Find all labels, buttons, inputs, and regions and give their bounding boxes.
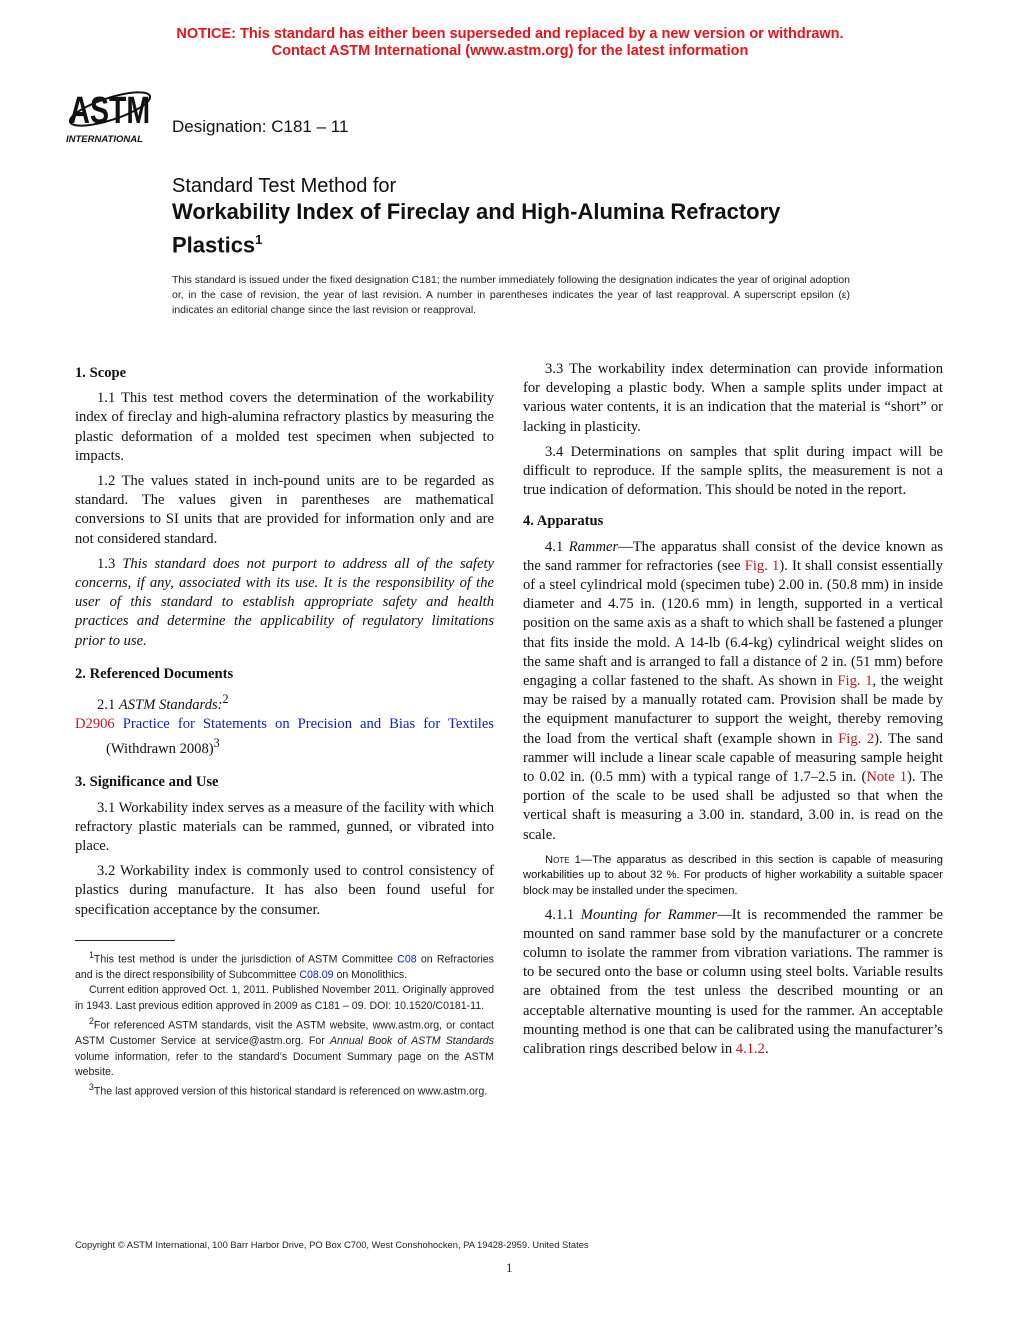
paragraph-text: ). The sand rammer will include a linear scale capable of measuring sample height to 0.02 in. (0.5 mm) with a typical range of 1.7–2.5 in. (: [523, 730, 943, 786]
footnote-mark: 2: [89, 1016, 94, 1027]
document-title: [172, 174, 872, 259]
paragraph-3-1: 3.1 Workability index serves as a measure of the facility with which refractory plastic materials can be rammed, gunned, or vibrated into place.: [75, 799, 494, 854]
footnote-text: For referenced ASTM standards, visit the ASTM website, www.astm.org, or contact ASTM Customer Service at service@astm.org. For: [75, 1019, 494, 1048]
footnote-text: This test method is under the jurisdiction of ASTM Committee: [93, 953, 398, 966]
reference-status: (Withdrawn 2008): [106, 741, 214, 758]
left-column: [75, 360, 494, 926]
section-heading-referenced-documents: 2. Referenced Documents: [75, 665, 234, 682]
paragraph-3-4: 3.4 Determinations on samples that split during impact will be difficult to reproduce. If the sample splits, the measurement is not a true indication of deformation. This should be noted in the report.: [523, 443, 943, 499]
paragraph-4-1-1: [523, 906, 943, 1060]
notice-line-1: NOTICE: This standard has either been superseded and replaced by a new version or withdrawn.: [176, 26, 844, 42]
paragraph-text: , the weight may be raised by a manually rotated cam. Provision shall be made by the equipment manufacturer to support the weight, thereby removing the load from the vertical shaft (example shown in: [523, 673, 944, 747]
footnote-mark: 1: [89, 950, 94, 960]
paragraph-number: 4.1: [545, 538, 569, 555]
safety-statement: This standard does not purport to address all of the safety concerns, if any, associated with its use. It is the responsibility of the user of this standard to establish appropriate safety and health practices and determine the applicability of regulatory limitations prior to use.: [75, 555, 494, 649]
paragraph-1-2: 1.2 The values stated in inch-pound units are to be regarded as standard. The values given in parentheses are mathematical conversions to SI units that are provided for information only and are not considered standard.: [75, 473, 494, 547]
edition-note: Current edition approved Oct. 1, 2011. Published November 2011. Originally approved in 1943. Last previous edition approved in 2009 as C181 – 09. DOI: 10.1520/C0181-11.: [75, 984, 494, 1012]
paragraph-1-3: [75, 555, 494, 651]
reference-title-link[interactable]: Practice for Statements on Precision and Bias for Textiles: [114, 716, 494, 733]
annual-book-title: Annual Book of ASTM Standards: [329, 1035, 494, 1048]
fig-2-link[interactable]: Fig. 2: [838, 730, 875, 747]
committee-link[interactable]: C08: [397, 953, 417, 966]
note-1-link[interactable]: Note 1: [866, 769, 908, 786]
paragraph-1-1: 1.1 This test method covers the determination of the workability index of fireclay and high-alumina refractory plastics by measuring the plastic deformation of a molded test specimen when subjected to impacts.: [75, 390, 494, 464]
section-heading-apparatus: 4. Apparatus: [523, 513, 604, 530]
logo-subtitle: INTERNATIONAL: [66, 134, 143, 145]
paragraph-4-1: [523, 538, 943, 845]
footnote-text: on Monolithics.: [333, 968, 408, 981]
reference-code-link[interactable]: D2906: [75, 716, 115, 733]
paragraph-number: 4.1.1: [545, 906, 581, 923]
footnote-2: [75, 1014, 494, 1080]
designation: Designation: C181 – 11: [172, 117, 349, 136]
footnote-divider: [75, 940, 175, 941]
copyright-footer: Copyright © ASTM International, 100 Barr Harbor Drive, PO Box C700, West Conshohocken, PA 19428-2959. United States: [75, 1239, 589, 1250]
note-text: —The apparatus as described in this section is capable of measuring workabilities up to about 32 %. For products of higher workability a suitable spacer block may be installed under the specimen.: [523, 853, 944, 898]
note-1: [523, 853, 943, 900]
reference-item: [75, 715, 494, 759]
preamble: This standard is issued under the fixed designation C181; the number immediately following the designation indicates the year of original adoption or, in the case of revision, the year of last revision. A number in parentheses indicates the year of last reapproval. A superscript epsilon (ε) indicates an editorial change since the last revision or reapproval.: [172, 274, 850, 316]
title-main-text: Workability Index of Fireclay and High-Alumina Refractory Plastics: [172, 199, 781, 258]
section-heading-scope: 1. Scope: [75, 365, 127, 381]
footnote-ref-3[interactable]: 3: [213, 736, 220, 751]
footnote-1: [75, 948, 494, 983]
logo-letters: ASTM: [69, 90, 151, 133]
footnote-mark: 3: [89, 1082, 94, 1093]
term-mounting: Mounting for Rammer: [580, 906, 718, 923]
paragraph-number: 1.3: [97, 555, 123, 572]
paragraph-3-3: 3.3 The workability index determination can provide information for developing a plastic body. When a sample splits under impact at various water contents, it is an indication that the material is “short” or lacking in plasticity.: [523, 361, 943, 435]
term-rammer: Rammer: [568, 538, 619, 555]
paragraph-number: 2.1: [97, 696, 119, 713]
footnote-3: [75, 1080, 494, 1100]
subcommittee-link[interactable]: C08.09: [299, 968, 334, 981]
notice-line-2: Contact ASTM International (www.astm.org) for the latest information: [271, 43, 749, 59]
withdrawn-notice: [0, 26, 1020, 60]
title-footnote-mark: 1: [255, 232, 263, 247]
title-prefix: Standard Test Method for: [172, 175, 397, 197]
section-heading-significance: 3. Significance and Use: [75, 774, 219, 791]
page-number: 1: [506, 1260, 513, 1275]
title-main: [172, 198, 872, 259]
paragraph-3-2: 3.2 Workability index is commonly used to control consistency of plastics during manufacture. It has also been found useful for specification acceptance by the consumer.: [75, 863, 494, 918]
footnotes: [75, 948, 494, 1100]
fig-1-link[interactable]: Fig. 1: [744, 557, 780, 574]
fig-1-link[interactable]: Fig. 1: [837, 673, 873, 690]
paragraph-text: —The apparatus shall consist of the device known as the sand rammer for refractories (see: [523, 538, 943, 574]
section-4-1-2-link[interactable]: 4.1.2: [735, 1041, 765, 1058]
paragraph-2-1: [75, 690, 494, 715]
paragraph-text: —It is recommended the rammer be mounted on sand rammer base sold by the manufacturer or a concrete column to isolate the rammer from vibration variations. The rammer is to be secured onto the base or column using steel bolts. Variable results are obtained from the test unless the described mounting or an acceptable alternative mounting is used for the rammer. An acceptable mounting method is one that can be calibrated using the manufacturer’s calibration rings described below in: [523, 906, 943, 1058]
footnote-text: volume information, refer to the standard’s Document Summary page on the ASTM website.: [75, 1050, 494, 1078]
footnote-ref-2[interactable]: 2: [222, 692, 229, 707]
paragraph-text: .: [764, 1041, 769, 1058]
right-column: [523, 360, 943, 1065]
paragraph-text: ). It shall consist essentially of a steel cylindrical mold (specimen tube) 2.00 in. (50.8 mm) in inside diameter and 4.75 in. (120.6 mm) in length, supported in a vertical position on the same axis as a shaft to which shall be fastened a plunger that fits inside the mold. A 14-lb (6.4-kg) cylindrical weight slides on the same shaft and is arranged to fall a distance of 2 in. (51 mm) before engaging a collar fastened to the shaft. As shown in: [523, 557, 943, 690]
astm-standards-label: ASTM Standards:: [118, 696, 223, 713]
footnote-text: on Refractories and is the direct responsibility of Subcommittee: [75, 953, 494, 981]
astm-logo-icon: [64, 76, 164, 146]
paragraph-text: ). The portion of the scale to be used shall be adjusted so that when the vertical shaft is measuring a 3.00 in. standard, 3.00 in. is read on the scale.: [523, 769, 943, 843]
note-label: Note 1: [545, 853, 581, 866]
footnote-text: The last approved version of this historical standard is referenced on www.astm.org.: [93, 1085, 488, 1098]
